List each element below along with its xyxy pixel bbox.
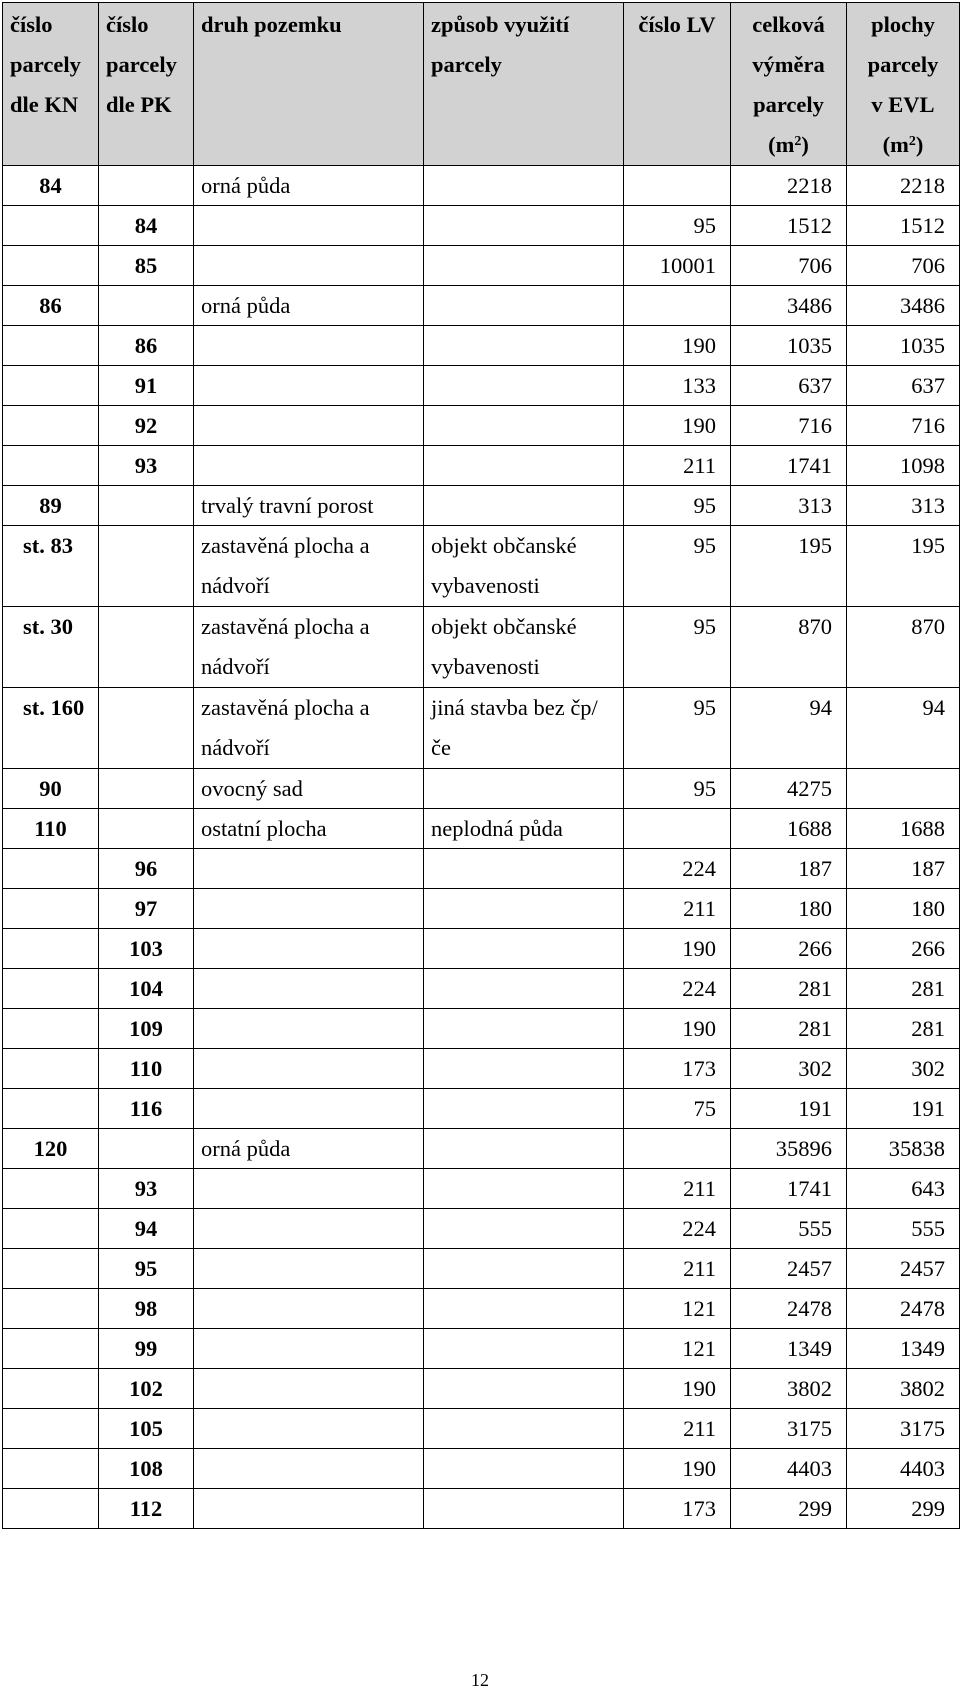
cell-parcel-kn: 86 [3, 286, 99, 326]
cell-total-area: 706 [731, 246, 847, 286]
cell-evl-area: 313 [847, 486, 960, 526]
table-row [3, 1009, 960, 1049]
table-row [3, 929, 960, 969]
cell-land-type [194, 1489, 424, 1529]
table-row [3, 969, 960, 1009]
cell-total-area: 3802 [731, 1369, 847, 1409]
cell-parcel-pk [99, 688, 194, 769]
cell-land-type: zastavěná plocha a nádvoří [194, 526, 424, 607]
cell-parcel-pk [99, 286, 194, 326]
cell-parcel-pk [99, 607, 194, 688]
header-text: parcely [431, 52, 502, 77]
cell-total-area: 2218 [731, 166, 847, 206]
cell-parcel-pk: 94 [99, 1209, 194, 1249]
cell-land-type [194, 1449, 424, 1489]
cell-parcel-kn [3, 889, 99, 929]
cell-parcel-pk: 105 [99, 1409, 194, 1449]
cell-total-area: 35896 [731, 1129, 847, 1169]
cell-total-area: 716 [731, 406, 847, 446]
table-row [3, 1129, 960, 1169]
cell-parcel-kn [3, 1329, 99, 1369]
cell-land-type: orná půda [194, 1129, 424, 1169]
header-text: dle PK [106, 92, 172, 117]
unit-exponent: 2 [794, 134, 802, 149]
cell-parcel-kn [3, 1169, 99, 1209]
cell-parcel-kn: st. 160 [3, 688, 99, 769]
cell-lv-number: 95 [624, 688, 731, 769]
cell-parcel-kn [3, 1009, 99, 1049]
cell-parcel-kn: 90 [3, 769, 99, 809]
cell-lv-number: 95 [624, 607, 731, 688]
cell-lv-number: 121 [624, 1289, 731, 1329]
unit-close: ) [801, 132, 809, 157]
cell-parcel-pk [99, 1129, 194, 1169]
cell-land-use [424, 1009, 624, 1049]
cell-land-type [194, 246, 424, 286]
cell-parcel-kn: st. 83 [3, 526, 99, 607]
cell-parcel-pk: 97 [99, 889, 194, 929]
table-row [3, 1249, 960, 1289]
cell-total-area: 3486 [731, 286, 847, 326]
cell-evl-area: 3802 [847, 1369, 960, 1409]
cell-land-type [194, 849, 424, 889]
cell-lv-number: 211 [624, 1409, 731, 1449]
cell-total-area: 1741 [731, 1169, 847, 1209]
cell-land-use [424, 1289, 624, 1329]
cell-parcel-pk: 98 [99, 1289, 194, 1329]
parcel-table [2, 2, 960, 1529]
cell-land-use [424, 206, 624, 246]
header-text: v EVL [871, 92, 935, 117]
cell-land-type: orná půda [194, 286, 424, 326]
header-row [3, 3, 960, 166]
cell-total-area: 555 [731, 1209, 847, 1249]
cell-parcel-kn [3, 1289, 99, 1329]
cell-land-type [194, 889, 424, 929]
cell-land-use [424, 1209, 624, 1249]
cell-lv-number [624, 286, 731, 326]
cell-parcel-pk: 109 [99, 1009, 194, 1049]
cell-lv-number [624, 1129, 731, 1169]
cell-evl-area: 266 [847, 929, 960, 969]
cell-land-use [424, 1089, 624, 1129]
cell-evl-area: 180 [847, 889, 960, 929]
cell-lv-number: 190 [624, 1009, 731, 1049]
cell-parcel-kn [3, 246, 99, 286]
table-row [3, 446, 960, 486]
cell-lv-number: 224 [624, 849, 731, 889]
cell-land-type [194, 1409, 424, 1449]
cell-land-use [424, 1169, 624, 1209]
cell-parcel-pk [99, 166, 194, 206]
cell-total-area: 1349 [731, 1329, 847, 1369]
cell-parcel-pk: 99 [99, 1329, 194, 1369]
unit-close: ) [915, 132, 924, 157]
cell-lv-number [624, 809, 731, 849]
cell-land-use [424, 849, 624, 889]
cell-land-use [424, 406, 624, 446]
cell-parcel-pk: 102 [99, 1369, 194, 1409]
cell-lv-number: 95 [624, 526, 731, 607]
cell-parcel-kn [3, 1409, 99, 1449]
header-text: druh pozemku [201, 12, 342, 37]
cell-parcel-kn: 84 [3, 166, 99, 206]
cell-evl-area: 2478 [847, 1289, 960, 1329]
cell-parcel-pk [99, 769, 194, 809]
cell-evl-area: 1512 [847, 206, 960, 246]
cell-parcel-pk: 112 [99, 1489, 194, 1529]
cell-land-use [424, 969, 624, 1009]
cell-lv-number: 190 [624, 326, 731, 366]
table-body [3, 166, 960, 1529]
cell-evl-area: 299 [847, 1489, 960, 1529]
table-row [3, 1409, 960, 1449]
cell-evl-area: 637 [847, 366, 960, 406]
cell-land-use [424, 1329, 624, 1369]
cell-land-use: objekt občanské vybavenosti [424, 607, 624, 688]
cell-parcel-kn: st. 30 [3, 607, 99, 688]
cell-parcel-pk: 103 [99, 929, 194, 969]
cell-land-type: zastavěná plocha a nádvoří [194, 607, 424, 688]
cell-land-type [194, 206, 424, 246]
cell-land-type [194, 1169, 424, 1209]
cell-evl-area: 94 [847, 688, 960, 769]
cell-evl-area: 1098 [847, 446, 960, 486]
cell-parcel-pk: 86 [99, 326, 194, 366]
header-text: způsob využití [431, 12, 570, 37]
table-row [3, 1329, 960, 1369]
cell-lv-number: 190 [624, 1449, 731, 1489]
cell-land-type [194, 1209, 424, 1249]
header-text: parcely [753, 92, 824, 117]
cell-land-use [424, 366, 624, 406]
cell-parcel-pk: 116 [99, 1089, 194, 1129]
cell-lv-number: 190 [624, 406, 731, 446]
cell-lv-number [624, 166, 731, 206]
cell-parcel-pk: 93 [99, 1169, 194, 1209]
table-row [3, 1369, 960, 1409]
unit-exponent: 2 [908, 134, 916, 149]
cell-lv-number: 133 [624, 366, 731, 406]
cell-evl-area: 555 [847, 1209, 960, 1249]
cell-parcel-pk [99, 486, 194, 526]
cell-land-use: objekt občanské vybavenosti [424, 526, 624, 607]
cell-lv-number: 121 [624, 1329, 731, 1369]
cell-parcel-pk: 91 [99, 366, 194, 406]
cell-lv-number: 190 [624, 1369, 731, 1409]
cell-total-area: 2457 [731, 1249, 847, 1289]
table-row [3, 607, 960, 688]
cell-land-type [194, 1049, 424, 1089]
cell-total-area: 870 [731, 607, 847, 688]
cell-evl-area: 195 [847, 526, 960, 607]
cell-total-area: 266 [731, 929, 847, 969]
cell-parcel-pk [99, 526, 194, 607]
cell-land-use [424, 929, 624, 969]
cell-parcel-kn [3, 406, 99, 446]
cell-parcel-kn [3, 1369, 99, 1409]
table-row [3, 849, 960, 889]
cell-evl-area: 2457 [847, 1249, 960, 1289]
cell-lv-number: 10001 [624, 246, 731, 286]
cell-land-use [424, 166, 624, 206]
header-unit [854, 125, 952, 165]
cell-parcel-kn [3, 1489, 99, 1529]
cell-land-use [424, 1049, 624, 1089]
cell-total-area: 313 [731, 486, 847, 526]
cell-land-type [194, 969, 424, 1009]
cell-land-type: ostatní plocha [194, 809, 424, 849]
cell-evl-area: 716 [847, 406, 960, 446]
header-lv-number [624, 3, 731, 166]
cell-lv-number: 75 [624, 1089, 731, 1129]
cell-lv-number: 173 [624, 1489, 731, 1529]
table-row [3, 688, 960, 769]
header-parcel-kn [3, 3, 99, 166]
cell-parcel-kn [3, 1449, 99, 1489]
cell-land-use [424, 1489, 624, 1529]
cell-evl-area: 643 [847, 1169, 960, 1209]
cell-parcel-pk: 95 [99, 1249, 194, 1289]
cell-land-use: jiná stavba bez čp/če [424, 688, 624, 769]
cell-parcel-pk: 92 [99, 406, 194, 446]
cell-parcel-kn [3, 849, 99, 889]
cell-total-area: 1688 [731, 809, 847, 849]
cell-parcel-kn: 120 [3, 1129, 99, 1169]
table-row [3, 1209, 960, 1249]
cell-parcel-pk: 96 [99, 849, 194, 889]
cell-total-area: 302 [731, 1049, 847, 1089]
cell-parcel-kn [3, 1049, 99, 1089]
header-text: parcely [867, 52, 939, 77]
cell-land-type [194, 1289, 424, 1329]
cell-land-type [194, 406, 424, 446]
cell-evl-area: 2218 [847, 166, 960, 206]
cell-land-type [194, 366, 424, 406]
cell-parcel-kn [3, 929, 99, 969]
cell-parcel-kn [3, 326, 99, 366]
cell-lv-number: 190 [624, 929, 731, 969]
cell-parcel-pk: 110 [99, 1049, 194, 1089]
cell-total-area: 281 [731, 969, 847, 1009]
cell-evl-area: 187 [847, 849, 960, 889]
cell-evl-area: 1688 [847, 809, 960, 849]
cell-parcel-kn [3, 446, 99, 486]
cell-parcel-pk: 85 [99, 246, 194, 286]
header-text: číslo [106, 12, 149, 37]
header-text: číslo [10, 12, 53, 37]
cell-parcel-kn [3, 206, 99, 246]
cell-parcel-pk: 108 [99, 1449, 194, 1489]
header-text: parcely [106, 52, 177, 77]
cell-parcel-pk: 93 [99, 446, 194, 486]
cell-land-type: ovocný sad [194, 769, 424, 809]
header-land-use [424, 3, 624, 166]
cell-land-type [194, 446, 424, 486]
cell-parcel-pk: 84 [99, 206, 194, 246]
header-total-area [731, 3, 847, 166]
cell-total-area: 281 [731, 1009, 847, 1049]
cell-evl-area [847, 769, 960, 809]
cell-total-area: 2478 [731, 1289, 847, 1329]
cell-evl-area: 191 [847, 1089, 960, 1129]
cell-land-use [424, 769, 624, 809]
table-row [3, 1289, 960, 1329]
table-row [3, 246, 960, 286]
cell-land-use [424, 326, 624, 366]
table-row [3, 326, 960, 366]
header-text: dle KN [10, 92, 79, 117]
cell-land-use [424, 1369, 624, 1409]
cell-land-use [424, 486, 624, 526]
cell-total-area: 1512 [731, 206, 847, 246]
cell-land-type [194, 326, 424, 366]
cell-lv-number: 224 [624, 969, 731, 1009]
table-row [3, 889, 960, 929]
cell-evl-area: 35838 [847, 1129, 960, 1169]
table-row [3, 1169, 960, 1209]
cell-land-type [194, 1369, 424, 1409]
table-row [3, 1489, 960, 1529]
table-row [3, 286, 960, 326]
cell-lv-number: 211 [624, 446, 731, 486]
cell-evl-area: 706 [847, 246, 960, 286]
cell-land-use [424, 1449, 624, 1489]
cell-parcel-kn: 110 [3, 809, 99, 849]
cell-land-type [194, 929, 424, 969]
cell-total-area: 1741 [731, 446, 847, 486]
header-text: celková [752, 12, 825, 37]
cell-land-use [424, 1409, 624, 1449]
cell-parcel-kn: 89 [3, 486, 99, 526]
header-parcel-pk [99, 3, 194, 166]
cell-lv-number: 95 [624, 769, 731, 809]
table-row [3, 406, 960, 446]
cell-total-area: 4403 [731, 1449, 847, 1489]
cell-parcel-pk: 104 [99, 969, 194, 1009]
table-row [3, 769, 960, 809]
cell-lv-number: 211 [624, 1169, 731, 1209]
cell-total-area: 299 [731, 1489, 847, 1529]
cell-land-type: zastavěná plocha a nádvoří [194, 688, 424, 769]
cell-evl-area: 302 [847, 1049, 960, 1089]
cell-total-area: 637 [731, 366, 847, 406]
header-land-type [194, 3, 424, 166]
table-row [3, 166, 960, 206]
cell-evl-area: 4403 [847, 1449, 960, 1489]
table-row [3, 486, 960, 526]
table-row [3, 1449, 960, 1489]
cell-lv-number: 95 [624, 486, 731, 526]
cell-parcel-kn [3, 1249, 99, 1289]
cell-parcel-kn [3, 366, 99, 406]
cell-evl-area: 1035 [847, 326, 960, 366]
header-text: parcely [10, 52, 81, 77]
cell-parcel-kn [3, 1209, 99, 1249]
cell-total-area: 191 [731, 1089, 847, 1129]
cell-land-type: orná půda [194, 166, 424, 206]
cell-land-use [424, 1249, 624, 1289]
header-evl-area [847, 3, 960, 166]
cell-land-use [424, 286, 624, 326]
cell-evl-area: 281 [847, 969, 960, 1009]
cell-parcel-pk [99, 809, 194, 849]
table-row [3, 366, 960, 406]
cell-land-use [424, 246, 624, 286]
cell-land-use: neplodná půda [424, 809, 624, 849]
cell-land-use [424, 446, 624, 486]
table-row [3, 526, 960, 607]
cell-total-area: 3175 [731, 1409, 847, 1449]
header-text: číslo LV [638, 12, 716, 37]
cell-land-use [424, 889, 624, 929]
unit-base: (m [882, 132, 909, 157]
header-unit [738, 125, 839, 165]
cell-land-type [194, 1089, 424, 1129]
cell-land-use [424, 1129, 624, 1169]
table-row [3, 1049, 960, 1089]
unit-base: (m [768, 132, 795, 157]
cell-lv-number: 95 [624, 206, 731, 246]
header-text: výměra [752, 52, 825, 77]
cell-evl-area: 1349 [847, 1329, 960, 1369]
page-number: 12 [471, 1670, 489, 1690]
cell-total-area: 94 [731, 688, 847, 769]
cell-lv-number: 173 [624, 1049, 731, 1089]
cell-total-area: 4275 [731, 769, 847, 809]
cell-land-type [194, 1329, 424, 1369]
cell-evl-area: 870 [847, 607, 960, 688]
cell-lv-number: 211 [624, 889, 731, 929]
table-header [3, 3, 960, 166]
table-row [3, 206, 960, 246]
table-row [3, 1089, 960, 1129]
cell-total-area: 180 [731, 889, 847, 929]
cell-lv-number: 211 [624, 1249, 731, 1289]
cell-land-type: trvalý travní porost [194, 486, 424, 526]
cell-total-area: 1035 [731, 326, 847, 366]
cell-land-type [194, 1249, 424, 1289]
cell-parcel-kn [3, 1089, 99, 1129]
cell-evl-area: 3486 [847, 286, 960, 326]
cell-total-area: 195 [731, 526, 847, 607]
cell-total-area: 187 [731, 849, 847, 889]
cell-parcel-kn [3, 969, 99, 1009]
cell-evl-area: 3175 [847, 1409, 960, 1449]
cell-lv-number: 224 [624, 1209, 731, 1249]
cell-evl-area: 281 [847, 1009, 960, 1049]
table-row [3, 809, 960, 849]
header-text: plochy [871, 12, 935, 37]
cell-land-type [194, 1009, 424, 1049]
